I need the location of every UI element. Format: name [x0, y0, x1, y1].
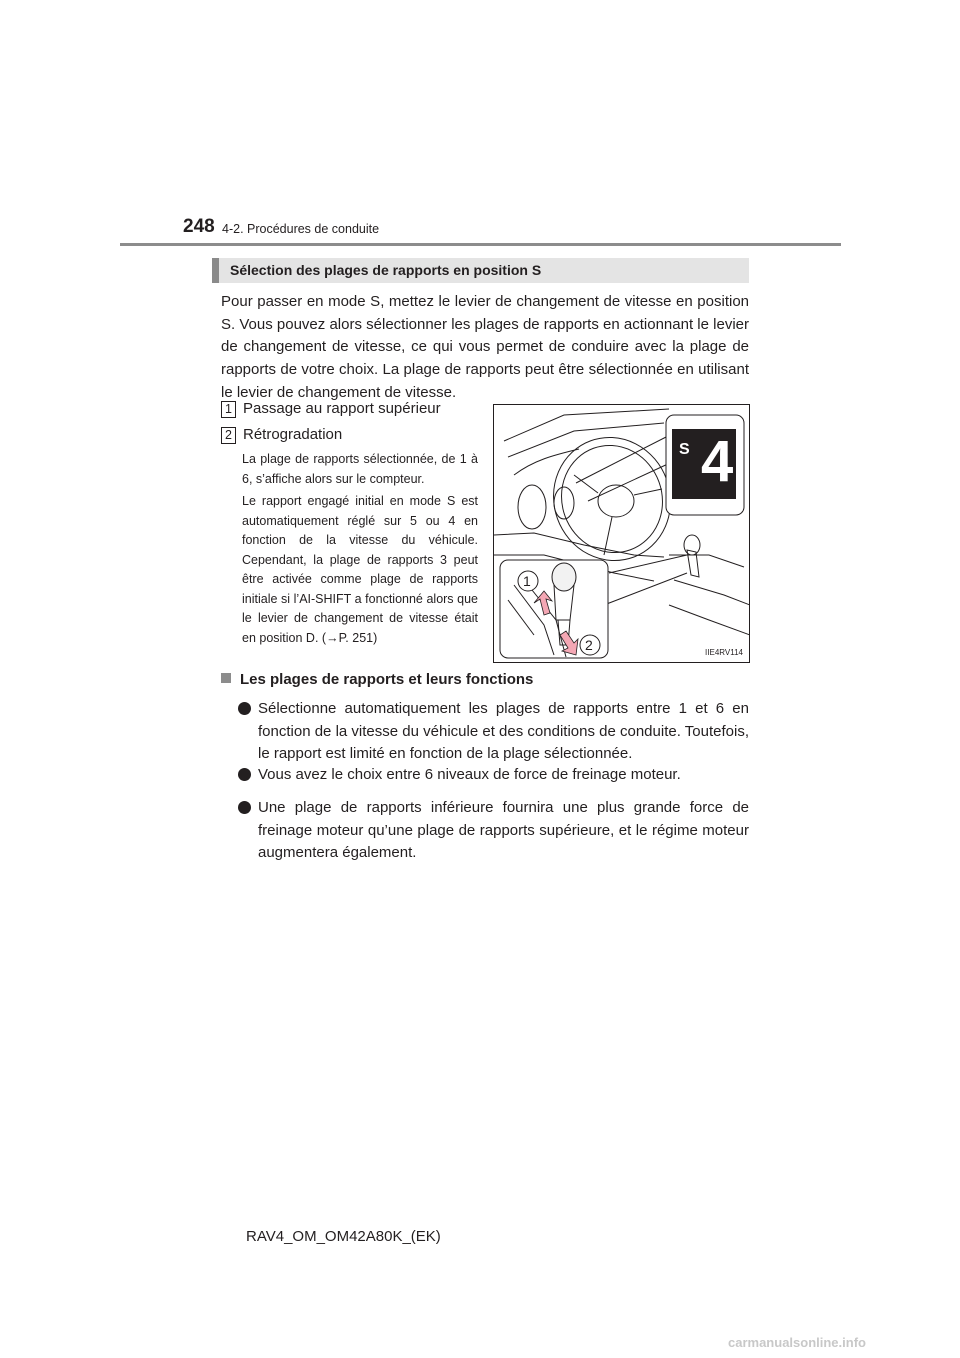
- item-number-2: 2: [221, 427, 236, 444]
- shift-lever-illustration: [493, 404, 750, 663]
- page-number: 248: [183, 216, 215, 237]
- square-bullet-icon: [221, 673, 231, 683]
- list-item: [238, 764, 749, 787]
- footer-doc-code: RAV4_OM_OM42A80K_(EK): [246, 1228, 441, 1245]
- list-item: [238, 797, 749, 865]
- callout-2: 2: [585, 637, 593, 653]
- bullet-text: Sélectionne automatiquement les plages de rapports entre 1 et 6 en fonction de la vitesse du véhicule et des conditions de conduite. Toutefois, le rapport est limité en fonction de la plage sélectionnée.: [258, 700, 749, 763]
- bullet-text: Une plage de rapports inférieure fournira une plus grande force de freinage moteur qu’une plage de rapports supérieure, et le régime moteur augmentera également.: [258, 799, 749, 862]
- section-title: Sélection des plages de rapports en position S: [230, 262, 542, 278]
- bullet-icon: [238, 768, 251, 781]
- display-mode-letter: S: [679, 441, 690, 458]
- callout-1: 1: [523, 573, 531, 589]
- figure-code: IIE4RV114: [705, 648, 743, 657]
- list-item: [238, 698, 749, 766]
- note-display: La plage de rapports sélectionnée, de 1 à 6, s’affiche alors sur le compteur.: [242, 452, 478, 486]
- item-label-upshift: Passage au rapport supérieur: [243, 400, 441, 417]
- chapter-title: 4-2. Procédures de conduite: [222, 222, 380, 236]
- header-divider: [120, 243, 841, 246]
- section-title-bar: [212, 258, 749, 283]
- bullet-text: Vous avez le choix entre 6 niveaux de force de freinage moteur.: [258, 766, 681, 783]
- subsection-title-text: Les plages de rapports et leurs fonctions: [240, 671, 534, 688]
- watermark: carmanualsonline.info: [728, 1335, 866, 1350]
- subsection-title: [221, 671, 533, 688]
- display-gear-digit: 4: [701, 429, 734, 494]
- bullet-icon: [238, 702, 251, 715]
- item-label-downshift: Rétrogradation: [243, 426, 343, 443]
- item-number-1: 1: [221, 401, 236, 418]
- bullet-icon: [238, 801, 251, 814]
- intro-paragraph: Pour passer en mode S, mettez le levier de changement de vitesse en position S. Vous pouvez alors sélectionner les plages de rapports en actionnant le levier de changement de vitesse, ce qui vous permet de conduire avec la plage de rapports de votre choix. La plage de rapports peut être sélectionnée en utilisant le levier de changement de vitesse.: [221, 293, 749, 401]
- note-initial-gear: Le rapport engagé initial en mode S est automatiquement réglé sur 5 ou 4 en fonction de la vitesse du véhicule. Cependant, la plage de rapports 3 peut être activée comme plage de rapports initiale si l’AI-SHIFT a fonctionné alors que le levier de changement de vitesse était en position D. (→P. 251): [242, 494, 478, 645]
